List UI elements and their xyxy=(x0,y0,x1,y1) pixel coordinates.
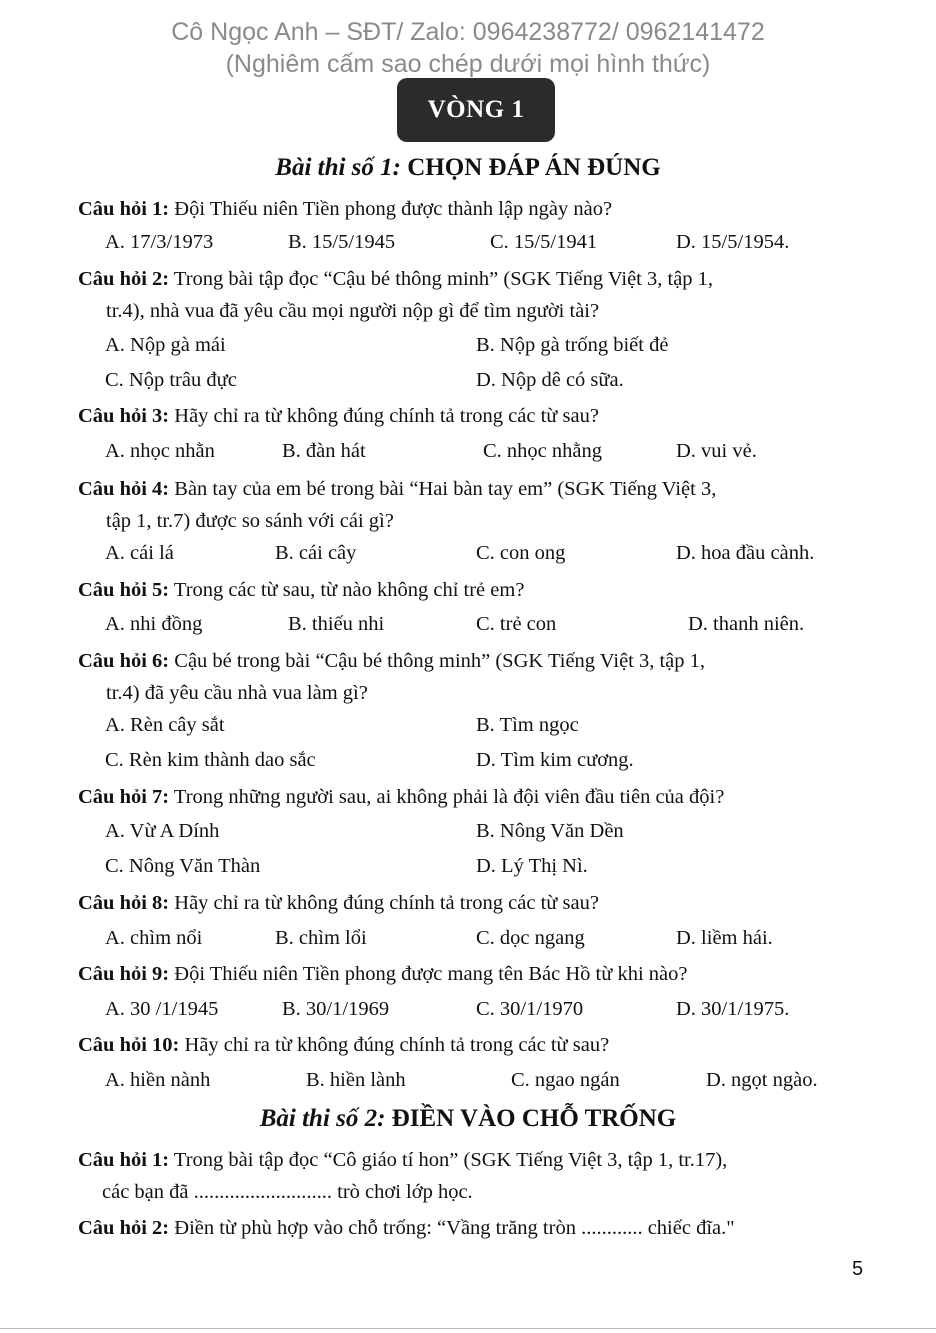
q2-option-a: A. Nộp gà mái xyxy=(105,334,226,356)
q5-option-d: D. thanh niên. xyxy=(688,613,805,635)
q7-option-c: C. Nông Văn Thàn xyxy=(105,855,261,877)
question-text: Trong bài tập đọc “Cô giáo tí hon” (SGK Tiếng Việt 3, tập 1, tr.17), xyxy=(173,1149,728,1171)
q3-option-b: B. đàn hát xyxy=(282,440,366,462)
section-2-title: ĐIỀN VÀO CHỖ TRỐNG xyxy=(391,1105,677,1132)
question-text: Hãy chỉ ra từ không đúng chính tả trong các từ sau? xyxy=(184,1034,610,1056)
q4-option-a: A. cái lá xyxy=(105,542,174,564)
question-label: Câu hỏi 10: xyxy=(78,1034,180,1056)
section-1-prefix: Bài thi số 1: xyxy=(275,154,401,181)
q6-option-c: C. Rèn kim thành dao sắc xyxy=(105,749,316,771)
question-9 xyxy=(78,958,878,990)
q8-option-b: B. chìm lổi xyxy=(275,927,367,949)
question-text: Trong những người sau, ai không phải là đội viên đầu tiên của đội? xyxy=(173,786,725,808)
question-label: Câu hỏi 6: xyxy=(78,650,170,672)
fill-question-2 xyxy=(78,1212,878,1244)
q8-option-d: D. liềm hái. xyxy=(676,927,773,949)
question-label: Câu hỏi 1: xyxy=(78,198,170,220)
question-label: Câu hỏi 7: xyxy=(78,786,170,808)
question-label: Câu hỏi 5: xyxy=(78,579,170,601)
question-text: Đội Thiếu niên Tiền phong được mang tên Bác Hồ từ khi nào? xyxy=(174,963,688,985)
page-bottom-divider xyxy=(0,1328,936,1329)
q4-option-b: B. cái cây xyxy=(275,542,357,564)
q3-option-c: C. nhọc nhằng xyxy=(483,440,602,462)
question-label: Câu hỏi 2: xyxy=(78,268,170,290)
round-label: VÒNG 1 xyxy=(397,78,555,142)
section-2-prefix: Bài thi số 2: xyxy=(259,1105,386,1132)
page-number: 5 xyxy=(852,1258,864,1280)
question-8 xyxy=(78,887,878,919)
question-text: Đội Thiếu niên Tiền phong được thành lập ngày nào? xyxy=(174,198,613,220)
q9-option-c: C. 30/1/1970 xyxy=(476,998,584,1020)
section-1-title: CHỌN ĐÁP ÁN ĐÚNG xyxy=(407,154,661,181)
question-1 xyxy=(78,193,878,225)
q2-option-d: D. Nộp dê có sữa. xyxy=(476,369,624,391)
q4-option-c: C. con ong xyxy=(476,542,566,564)
q9-option-b: B. 30/1/1969 xyxy=(282,998,390,1020)
question-text: Trong các từ sau, từ nào không chỉ trẻ em? xyxy=(173,579,525,601)
question-3 xyxy=(78,400,878,432)
question-text-continued: tr.4), nhà vua đã yêu cầu mọi người nộp gì để tìm người tài? xyxy=(106,300,600,322)
question-label: Câu hỏi 1: xyxy=(78,1149,170,1171)
fill-question-1 xyxy=(78,1144,878,1208)
question-label: Câu hỏi 9: xyxy=(78,963,170,985)
q7-option-a: A. Vừ A Dính xyxy=(105,820,220,842)
question-text: Điền từ phù hợp vào chỗ trống: “Vầng trăng tròn ............ chiếc đĩa." xyxy=(174,1217,735,1239)
q1-option-c: C. 15/5/1941 xyxy=(490,231,598,253)
question-label: Câu hỏi 2: xyxy=(78,1217,170,1239)
question-text-continued: tập 1, tr.7) được so sánh với cái gì? xyxy=(106,510,394,532)
watermark-contact: Cô Ngọc Anh – SĐT/ Zalo: 0964238772/ 0962141472 xyxy=(171,18,765,46)
q9-option-d: D. 30/1/1975. xyxy=(676,998,790,1020)
q4-option-d: D. hoa đầu cành. xyxy=(676,542,815,564)
q10-option-c: C. ngao ngán xyxy=(511,1069,620,1091)
question-2 xyxy=(78,263,878,327)
q7-option-b: B. Nông Văn Dền xyxy=(476,820,624,842)
q10-option-a: A. hiền nành xyxy=(105,1069,211,1091)
question-6 xyxy=(78,645,878,709)
question-text: Hãy chỉ ra từ không đúng chính tả trong các từ sau? xyxy=(174,405,599,427)
q10-option-d: D. ngọt ngào. xyxy=(706,1069,818,1091)
q5-option-a: A. nhi đồng xyxy=(105,613,203,635)
q3-option-d: D. vui vẻ. xyxy=(676,440,757,462)
q8-option-a: A. chìm nổi xyxy=(105,927,203,949)
q9-option-a: A. 30 /1/1945 xyxy=(105,998,219,1020)
q6-option-b: B. Tìm ngọc xyxy=(476,714,579,736)
question-text-continued: tr.4) đã yêu cầu nhà vua làm gì? xyxy=(106,682,368,704)
q6-option-a: A. Rèn cây sắt xyxy=(105,714,225,736)
question-4 xyxy=(78,473,878,537)
q8-option-c: C. dọc ngang xyxy=(476,927,585,949)
q1-option-a: A. 17/3/1973 xyxy=(105,231,214,253)
q10-option-b: B. hiền lành xyxy=(306,1069,406,1091)
question-10 xyxy=(78,1029,878,1061)
q5-option-b: B. thiếu nhi xyxy=(288,613,385,635)
question-text: Hãy chỉ ra từ không đúng chính tả trong các từ sau? xyxy=(174,892,599,914)
q1-option-b: B. 15/5/1945 xyxy=(288,231,396,253)
question-7 xyxy=(78,781,878,813)
q2-option-c: C. Nộp trâu đực xyxy=(105,369,237,391)
q1-option-d: D. 15/5/1954. xyxy=(676,231,790,253)
section-2-heading xyxy=(0,1103,936,1135)
question-text-continued: các bạn đã ........................... trò chơi lớp học. xyxy=(102,1181,473,1203)
q7-option-d: D. Lý Thị Nì. xyxy=(476,855,588,877)
question-text: Trong bài tập đọc “Cậu bé thông minh” (SGK Tiếng Việt 3, tập 1, xyxy=(173,268,714,290)
q3-option-a: A. nhọc nhằn xyxy=(105,440,215,462)
q5-option-c: C. trẻ con xyxy=(476,613,557,635)
question-text: Cậu bé trong bài “Cậu bé thông minh” (SGK Tiếng Việt 3, tập 1, xyxy=(174,650,706,672)
watermark-notice: (Nghiêm cấm sao chép dưới mọi hình thức) xyxy=(225,50,711,78)
question-label: Câu hỏi 4: xyxy=(78,478,170,500)
q6-option-d: D. Tìm kim cương. xyxy=(476,749,634,771)
question-label: Câu hỏi 3: xyxy=(78,405,170,427)
question-5 xyxy=(78,574,878,606)
question-label: Câu hỏi 8: xyxy=(78,892,170,914)
section-1-heading xyxy=(0,152,936,184)
question-text: Bàn tay của em bé trong bài “Hai bàn tay em” (SGK Tiếng Việt 3, xyxy=(174,478,717,500)
q2-option-b: B. Nộp gà trống biết đẻ xyxy=(476,334,669,356)
